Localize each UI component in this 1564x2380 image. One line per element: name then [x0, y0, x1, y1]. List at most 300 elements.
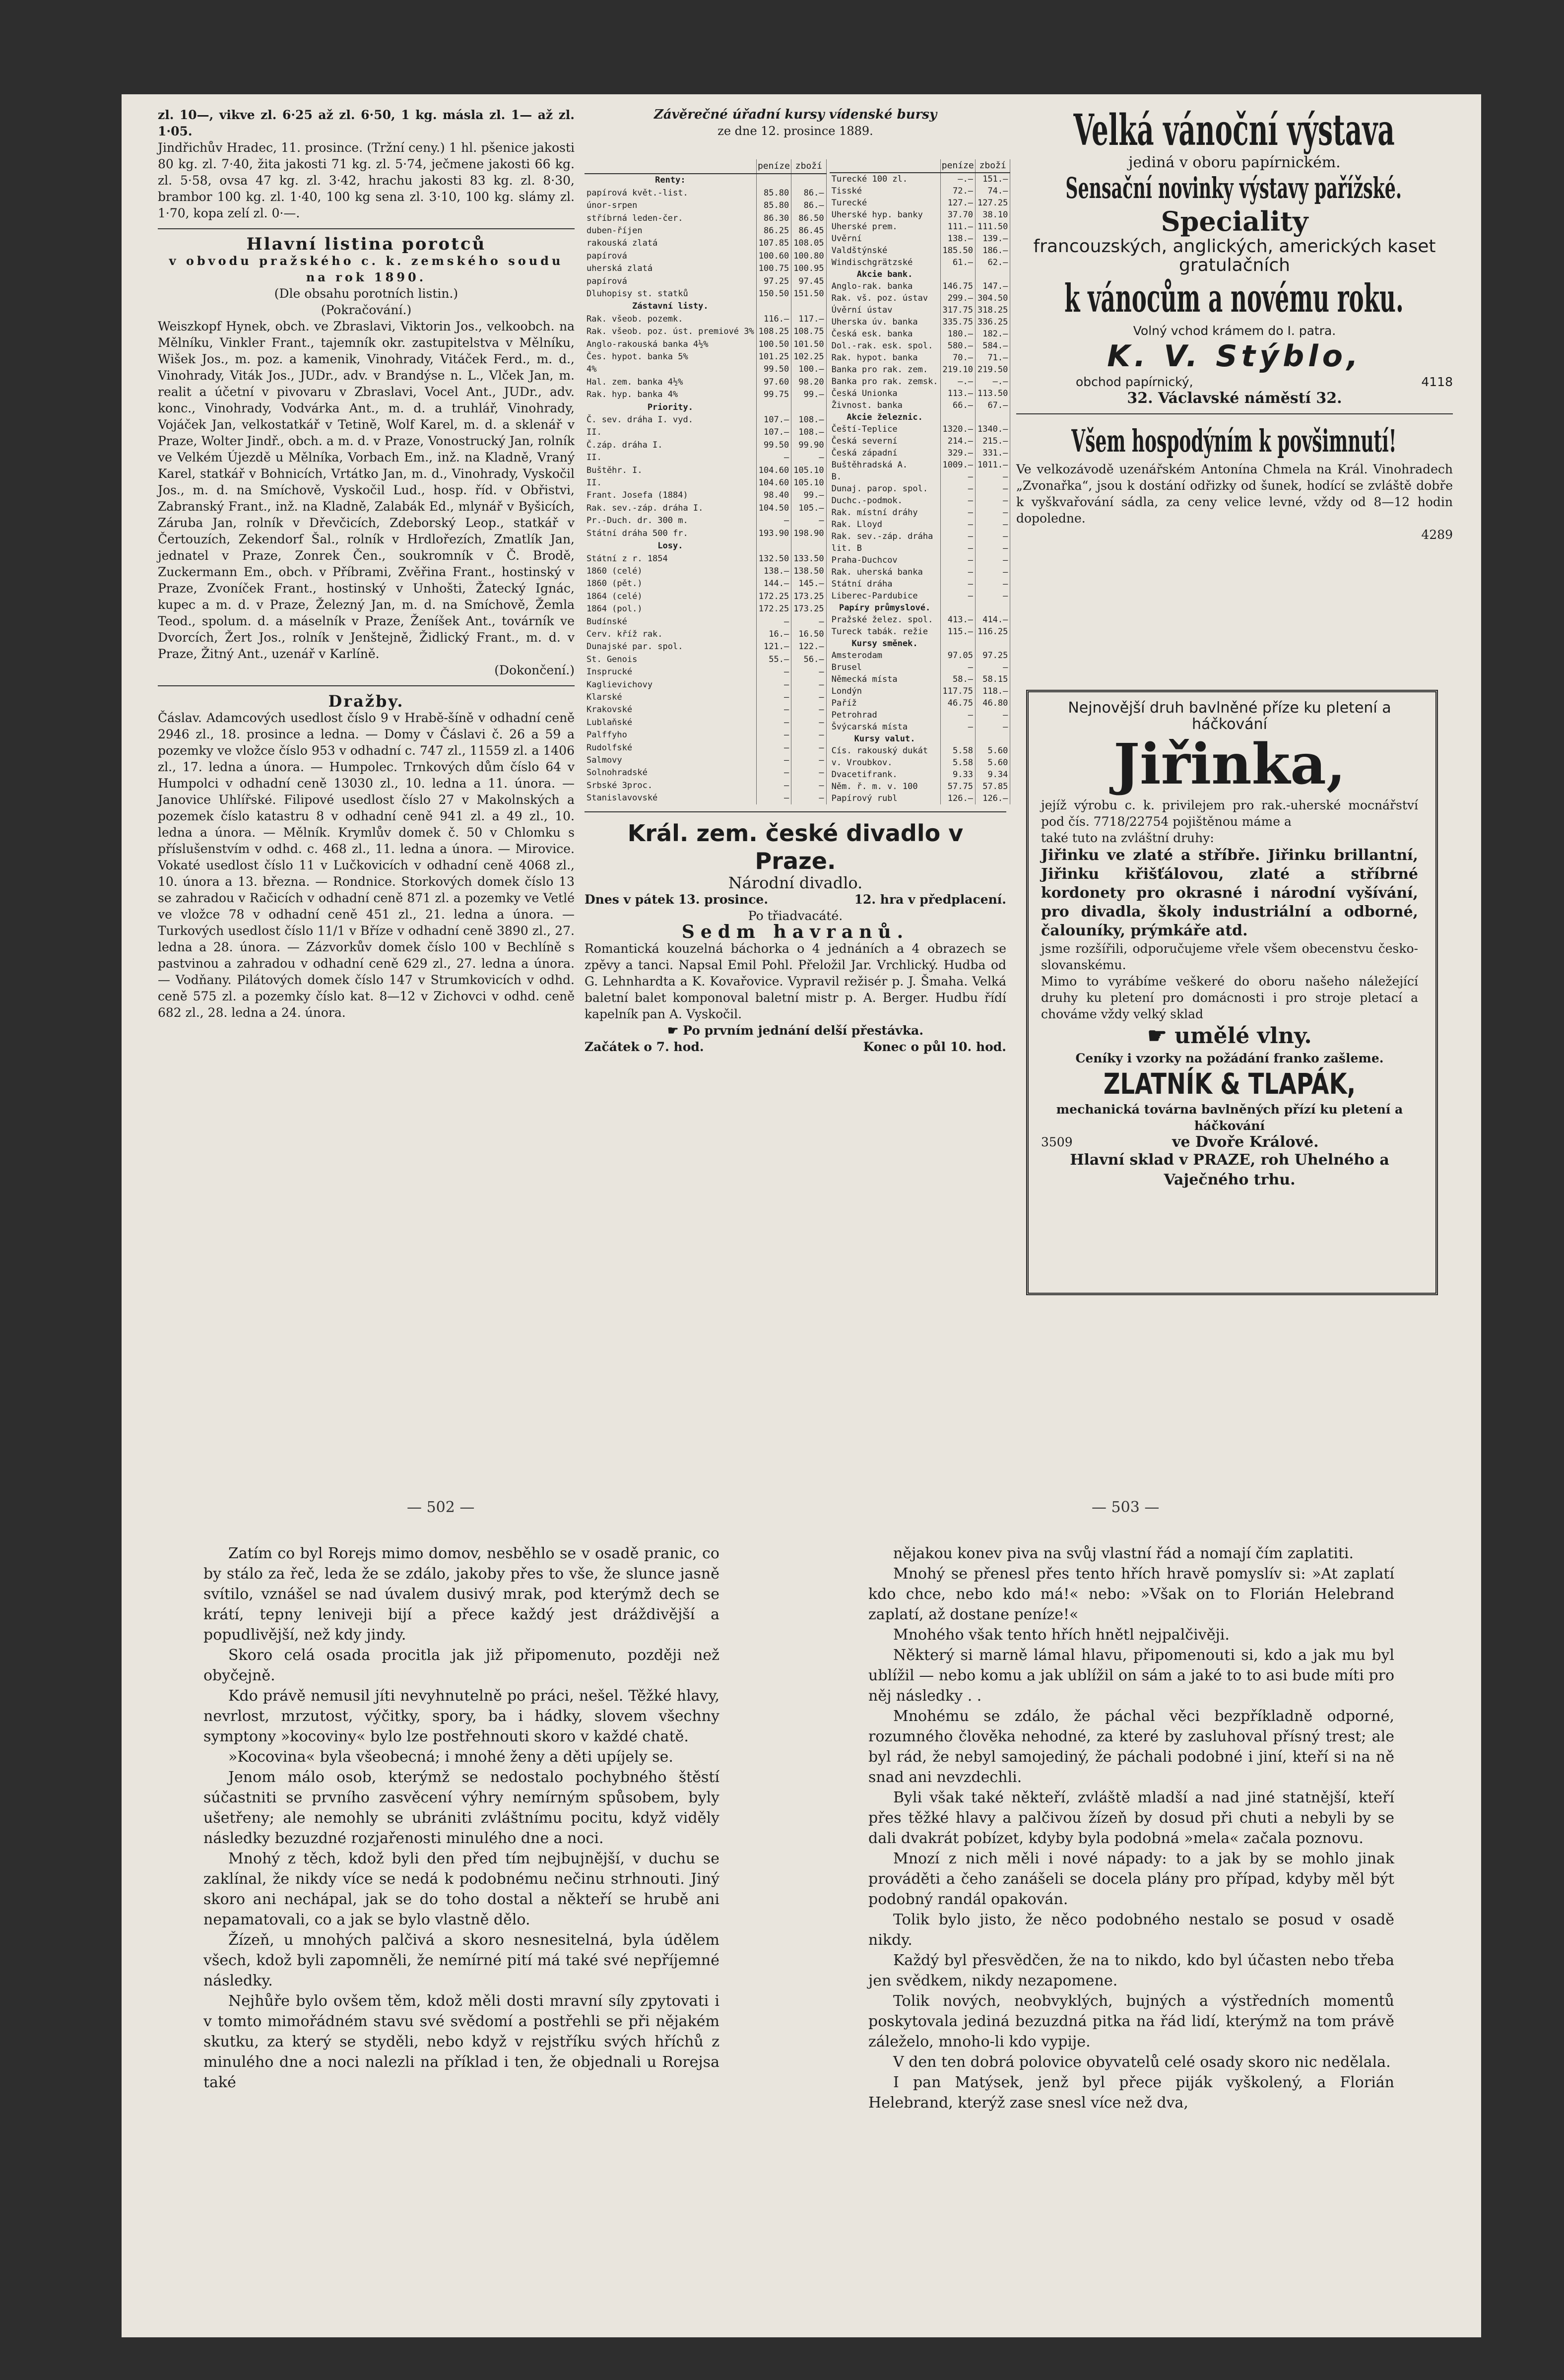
kurs-row — [830, 471, 1010, 483]
kurs-value: 138.— — [756, 565, 791, 577]
kurs-value: 146.75 — [940, 280, 975, 292]
kurs-row — [830, 673, 1010, 685]
kurs-value: 127.25 — [975, 197, 1010, 209]
kurs-value: —.— — [975, 376, 1010, 388]
kurs-value: — — [975, 530, 1010, 542]
kurs-value: 100.50 — [756, 338, 791, 350]
kurs-value: 70.— — [940, 352, 975, 364]
kurs-row — [830, 697, 1010, 709]
kurs-row — [585, 628, 826, 640]
yarn-place: ve Dvoře Králové. — [1172, 1133, 1319, 1151]
kurs-name: Paříž — [830, 697, 940, 709]
kurs-value — [940, 638, 975, 650]
kurs-value: 133.50 — [791, 552, 826, 565]
kurs-value: 219.10 — [940, 364, 975, 376]
kurs-value: 57.75 — [940, 781, 975, 793]
kurs-value: — — [975, 590, 1010, 602]
housewives-number: 4289 — [1421, 528, 1453, 542]
kurs-row — [585, 326, 826, 338]
kurs-value: — — [940, 495, 975, 507]
kurs-name: Akcie železnic. — [830, 411, 940, 423]
kurs-name: Srbské 3proc. — [585, 779, 756, 792]
kurs-value: — — [940, 554, 975, 566]
kurs-name: v. Vroubkov. — [830, 757, 940, 769]
kurs-value: 108.05 — [791, 237, 826, 250]
kurs-row — [830, 757, 1010, 769]
kurs-value: 215.— — [975, 435, 1010, 447]
kurs-row — [585, 237, 826, 250]
kurs-value: 100.60 — [756, 250, 791, 262]
kurs-row — [830, 590, 1010, 602]
kurs-name: St. Genois — [585, 653, 756, 665]
kurs-row — [830, 793, 1010, 804]
kurs-value: 104.60 — [756, 476, 791, 489]
kurs-row — [585, 363, 826, 376]
novel-paragraph: Mnohého však tento hřích hnětl nejpalčivěji. — [893, 1626, 1230, 1644]
kurs-row — [830, 435, 1010, 447]
novel-paragraph: Zatím co byl Rorejs mimo domov, nesběhlo se v osadě pranic, co by stálo za řeč, leda že se zdálo, jakoby přes to vše, že slunce jasně svítilo, vznášel se nad úvalem dusivý mrak, pod kterýmž dech se krátí, tepny leniveji bijí a přece každý jest dráždivější a popudlivější, než kdy jindy. — [203, 1545, 719, 1644]
kurs-name: Živnost. banka — [830, 399, 940, 411]
kurs-value — [756, 401, 791, 413]
kurs-name: Čes. hypot. banka 5% — [585, 350, 756, 363]
kurs-row — [830, 316, 1010, 328]
kurs-row — [585, 250, 826, 262]
kurs-row — [830, 530, 1010, 542]
yarn-number: 3509 — [1041, 1135, 1073, 1149]
kurs-value: 126.— — [975, 793, 1010, 804]
yarn-types: Jiřinku ve zlaté a stříbře. Jiřinku brillantní, Jiřinku křišťálovou, zlaté a stříbrné kordonety pro okrasné i národní vyšívání, pro divadla, školy industriální a odborné, čalouníky, prýmkáře atd. — [1041, 847, 1418, 939]
kurs-value: 584.— — [975, 340, 1010, 352]
kurs-row — [585, 691, 826, 703]
kurs-value: 58.— — [940, 673, 975, 685]
kurs-value: — — [940, 590, 975, 602]
kurs-value: — — [940, 530, 975, 542]
kurs-name: papírová květ.-list. — [585, 187, 756, 199]
kurs-value: 100.— — [791, 363, 826, 376]
yarn-name: Jiřinka, — [1113, 732, 1346, 797]
kurs-value: 1340.— — [975, 423, 1010, 435]
kurs-row — [830, 614, 1010, 626]
kurs-value: 1320.— — [940, 423, 975, 435]
kurs-value: — — [756, 792, 791, 804]
kurs-value: 117.75 — [940, 685, 975, 697]
kurs-value: —.— — [940, 376, 975, 388]
kurs-name: Solnohradské — [585, 767, 756, 779]
col-header: peníze — [756, 159, 791, 174]
kurs-name: II. — [585, 476, 756, 489]
kurs-value: 100.80 — [791, 250, 826, 262]
novel-paragraph: Skoro celá osada procitla jak již připomenuto, později než obyčejně. — [203, 1647, 719, 1684]
kurs-row — [585, 313, 826, 325]
kurs-value: 98.20 — [791, 376, 826, 388]
kurs-row — [585, 174, 826, 187]
kurs-row — [585, 350, 826, 363]
yarn-wool-text: umělé vlny. — [1174, 1023, 1312, 1049]
theatre-date: Dnes v pátek 13. prosince. — [585, 892, 769, 907]
novel-paragraph: Kdo právě nemusil jíti nevyhnutelně po práci, nešel. Těžké hlavy, nevrlost, mrzutost, výčitky, spory, ba i hádky, slovem všechny symptony »kocoviny« bylo lze postřehnouti skoro v každé chatě. — [203, 1687, 719, 1745]
kurs-value: — — [975, 709, 1010, 721]
kurs-value — [940, 733, 975, 745]
kurs-name: Něm. ř. m. v. 100 — [830, 781, 940, 793]
kurs-value: 121.— — [756, 641, 791, 653]
kurs-value: — — [756, 754, 791, 766]
theatre-subtitle: Národní divadlo. — [728, 873, 863, 892]
kurs-table-right — [830, 159, 1011, 804]
kurs-name: Salmovy — [585, 754, 756, 766]
kurs-row — [830, 268, 1010, 280]
kurs-row — [585, 287, 826, 300]
market-report-1: zl. 10—, vikve zl. 6·25 až zl. 6·50, 1 kg. másla zl. 1— až zl. 1·05. — [158, 108, 575, 138]
kurs-row — [830, 197, 1010, 209]
kurs-value: — — [791, 754, 826, 766]
kurs-value: 99.— — [791, 489, 826, 502]
kurs-row — [585, 401, 826, 413]
kurs-name: Lublaňské — [585, 716, 756, 728]
novel-paragraph: I pan Matýsek, jenž byl přece piják vyškolený, a Florián Helebrand, kterýž zase snesl více než dva, — [868, 2074, 1394, 2112]
theatre-times — [585, 1039, 1006, 1055]
kurs-name: Petrohrad — [830, 709, 940, 721]
kurs-value: 97.60 — [756, 376, 791, 388]
kurs-name: II. — [585, 452, 756, 464]
kurs-name: uherská zlatá — [585, 262, 756, 274]
kurs-name: Kursy směnek. — [830, 638, 940, 650]
kurs-row — [585, 729, 826, 741]
divider — [585, 811, 1006, 812]
kurs-value: — — [791, 704, 826, 716]
specialty-desc: francouzských, anglických, amerických kaset gratulačních — [1033, 236, 1436, 275]
kurs-row — [585, 704, 826, 716]
kurs-row — [830, 411, 1010, 423]
kurs-name: Rak. sev.-záp. dráha — [830, 530, 940, 542]
kurs-value: 113.— — [940, 388, 975, 399]
kurs-value: 1011.— — [975, 459, 1010, 471]
kurs-row — [830, 661, 1010, 673]
kurs-row — [830, 173, 1010, 185]
kurs-row — [830, 352, 1010, 364]
kurs-value: — — [791, 792, 826, 804]
kurs-name: Stanislavovské — [585, 792, 756, 804]
kurs-row — [585, 212, 826, 224]
kurs-value: — — [756, 741, 791, 754]
kurs-value: — — [756, 704, 791, 716]
kurs-value: 150.50 — [756, 287, 791, 300]
kurs-value: 85.80 — [756, 199, 791, 211]
kurs-value: 37.70 — [940, 209, 975, 221]
kurs-name: Česká severní — [830, 435, 940, 447]
kurs-value: 5.58 — [940, 757, 975, 769]
novel-paragraph: Mnohý se přenesl přes tento hřích hravě pomyslív si: »At zaplatí kdo chce, nebo kdo má!« nebo: »Však on to Florián Helebrand zaplatí, až dostane peníze!« — [868, 1565, 1394, 1623]
kurs-name: Palffyho — [585, 729, 756, 741]
kurs-name: Uherské prem. — [830, 221, 940, 233]
kurs-row — [585, 615, 826, 628]
kurs-value: 99.75 — [756, 389, 791, 401]
kurs-value: — — [756, 515, 791, 527]
kurs-value: 67.— — [975, 399, 1010, 411]
kurs-value: 132.50 — [756, 552, 791, 565]
kurs-name: Čeští-Teplice — [830, 423, 940, 435]
kurs-name: lit. B — [830, 542, 940, 554]
kurs-value: 317.75 — [940, 304, 975, 316]
kurs-row — [585, 539, 826, 552]
kurs-row — [830, 709, 1010, 721]
kurs-value: 71.— — [975, 352, 1010, 364]
kurs-value: 5.60 — [975, 757, 1010, 769]
kurs-row — [585, 779, 826, 792]
kurs-name: Insprucké — [585, 665, 756, 678]
kurs-row — [830, 554, 1010, 566]
kurs-row — [830, 257, 1010, 268]
kurs-row — [830, 292, 1010, 304]
kurs-row — [585, 602, 826, 615]
kurs-value: 111.— — [940, 221, 975, 233]
novel-paragraph: Mnozí z nich měli i nové nápady: to a jak by se mohlo jinak prováděti a čeho zanášeli se docela plány pro případ, kdyby měl být podobný randál opakován. — [868, 1850, 1394, 1908]
kurs-value: 1009.— — [940, 459, 975, 471]
kurs-name: Česká západní — [830, 447, 940, 459]
kurs-name: 1864 (celé) — [585, 590, 756, 602]
kurs-value: 107.— — [756, 413, 791, 426]
kurs-value: 126.— — [940, 793, 975, 804]
kurs-value: 97.45 — [791, 275, 826, 287]
kurs-value: — — [975, 471, 1010, 483]
kurs-value: — — [791, 452, 826, 464]
kurs-value: 117.— — [791, 313, 826, 325]
kurs-row — [830, 650, 1010, 661]
kurs-value: 99.90 — [791, 439, 826, 451]
kurs-row — [585, 439, 826, 451]
kurs-value: — — [975, 661, 1010, 673]
kurs-value: — — [975, 566, 1010, 578]
kurs-row — [585, 187, 826, 199]
right-column — [1016, 107, 1453, 543]
kurs-row — [585, 767, 826, 779]
kurs-row — [585, 376, 826, 388]
kurs-name: Duchc.-podmok. — [830, 495, 940, 507]
kurs-table-left — [585, 159, 827, 804]
kurs-value — [975, 733, 1010, 745]
theatre-end: Konec o půl 10. hod. — [863, 1040, 1006, 1054]
kurs-row — [585, 641, 826, 653]
kurs-value: 172.25 — [756, 590, 791, 602]
firm-type: obchod papírnický, — [1076, 375, 1193, 389]
kurs-name: Č. sev. dráha I. vyd. — [585, 413, 756, 426]
yarn-text-4: Mimo to vyrábíme veškeré do oboru našeho náležející druhy ku pletení pro domácnosti i pro stroje pletací a chováme vždy velký sklad — [1041, 974, 1418, 1021]
kurs-value: 108.75 — [791, 326, 826, 338]
kurs-value: 56.— — [791, 653, 826, 665]
kurs-row — [585, 426, 826, 439]
kurs-name: Zástavní listy. — [585, 300, 756, 313]
specialty-title: Speciality — [1161, 205, 1308, 237]
kurs-row — [585, 741, 826, 754]
kurs-value — [975, 638, 1010, 650]
kurs-value: 100.75 — [756, 262, 791, 274]
kurs-row — [830, 781, 1010, 793]
jury-continued: (Pokračování.) — [321, 303, 412, 317]
kurs-value: — — [940, 578, 975, 590]
kurs-value: 318.25 — [975, 304, 1010, 316]
kurs-name: únor-srpen — [585, 199, 756, 211]
kurs-name: Rudolfské — [585, 741, 756, 754]
yarn-pricelist: Ceníky i vzorky na požádání franko zašleme. — [1075, 1051, 1384, 1065]
kurs-value: 182.— — [975, 328, 1010, 340]
kurs-value: 16.50 — [791, 628, 826, 640]
kurs-value: — — [975, 507, 1010, 519]
kurs-name: Londýn — [830, 685, 940, 697]
kurs-row — [830, 340, 1010, 352]
kurs-row — [585, 552, 826, 565]
kurs-row — [830, 233, 1010, 245]
kurs-value: — — [940, 542, 975, 554]
kurs-row — [585, 590, 826, 602]
kurs-value: 97.05 — [940, 650, 975, 661]
kurs-value: 61.— — [940, 257, 975, 268]
kurs-value: —.— — [940, 173, 975, 185]
kurs-row — [585, 224, 826, 237]
novel-paragraph: Každý byl přesvědčen, že na to nikdo, kdo byl účasten nebo třeba jen svědkem, nikdy nezapomene. — [868, 1952, 1394, 1989]
novel-paragraph: Jenom málo osob, kterýmž se nedostalo pochybného štěstí súčastniti se prvního zasvěcení výhry nemírným spůsobem, byly ušetřeny; ale nemohly se ubrániti zvláštnímu pocitu, když viděly následky bezuzdné rozjařenosti minulého dne a noci. — [203, 1769, 719, 1847]
kurs-value: 108.— — [791, 413, 826, 426]
kurs-value — [791, 539, 826, 552]
kurs-value: — — [756, 716, 791, 728]
kurs-row — [830, 542, 1010, 554]
kurs-name: Rak. hypot. banka — [830, 352, 940, 364]
kurs-value: — — [756, 665, 791, 678]
kurs-name: rakouská zlatá — [585, 237, 756, 250]
kurs-row — [830, 221, 1010, 233]
kurs-name: Krakovské — [585, 704, 756, 716]
page-number-right: — 503 — — [1092, 1499, 1160, 1516]
kurs-value: 304.50 — [975, 292, 1010, 304]
kurs-value: — — [791, 779, 826, 792]
kurs-value: 105.10 — [791, 464, 826, 476]
kurs-value: 144.— — [756, 578, 791, 590]
kurs-value: 138.50 — [791, 565, 826, 577]
kurs-value: 16.— — [756, 628, 791, 640]
kurs-value: — — [756, 729, 791, 741]
kurs-value: 108.— — [791, 426, 826, 439]
kurs-value: 86.25 — [756, 224, 791, 237]
kurs-value: — — [975, 578, 1010, 590]
auction-title: Dražby. — [328, 692, 404, 711]
left-column — [158, 107, 575, 1021]
kurs-row — [830, 578, 1010, 590]
col-header: peníze — [940, 159, 975, 173]
kurs-row — [830, 638, 1010, 650]
kurs-row — [830, 507, 1010, 519]
kurs-value: — — [791, 729, 826, 741]
kurs-value: 104.60 — [756, 464, 791, 476]
divider — [158, 228, 575, 229]
kurs-value: 115.— — [940, 626, 975, 638]
kurs-value: — — [756, 452, 791, 464]
kurs-row — [830, 769, 1010, 781]
kurs-value: 9.33 — [940, 769, 975, 781]
kurs-row — [585, 502, 826, 514]
kurs-name: Tisské — [830, 185, 940, 197]
col-header: zboží — [975, 159, 1010, 173]
kurs-name: Turecké — [830, 197, 940, 209]
kurs-value: 97.25 — [975, 650, 1010, 661]
kurs-value: — — [975, 542, 1010, 554]
kurs-row — [830, 519, 1010, 530]
kurs-name: Pr.-Duch. dr. 300 m. — [585, 515, 756, 527]
kurs-value: 55.— — [756, 653, 791, 665]
kurs-name: Rak. místní dráhy — [830, 507, 940, 519]
middle-column — [585, 107, 1006, 1055]
firm-address: 32. Václavské náměstí 32. — [1127, 390, 1342, 407]
kurs-value: 151.50 — [791, 287, 826, 300]
kurs-value: 414.— — [975, 614, 1010, 626]
kurs-value: — — [791, 665, 826, 678]
kurs-value: 57.85 — [975, 781, 1010, 793]
novel-paragraph: »Kocovina« byla všeobecná; i mnohé ženy a děti upíjely se. — [228, 1748, 673, 1766]
kurs-value — [975, 602, 1010, 614]
kurs-value: 127.— — [940, 197, 975, 209]
novel-text-left — [203, 1543, 719, 2093]
kurs-value: 85.80 — [756, 187, 791, 199]
kurs-name: Rak. Lloyd — [830, 519, 940, 530]
kurs-row — [585, 413, 826, 426]
divider — [158, 685, 575, 686]
kurs-value: 5.58 — [940, 745, 975, 757]
kurs-name: Česká esk. banka — [830, 328, 940, 340]
kurs-value: 74.— — [975, 185, 1010, 197]
kurs-value: 116.— — [756, 313, 791, 325]
kurs-value — [940, 268, 975, 280]
kurs-row — [585, 338, 826, 350]
kurs-name: Rak. vš. poz. ústav — [830, 292, 940, 304]
kurs-value: 101.50 — [791, 338, 826, 350]
novel-paragraph: V den ten dobrá polovice obyvatelů celé osady skoro nic nedělala. — [893, 2053, 1391, 2071]
kurs-value: — — [756, 779, 791, 792]
novel-paragraph: nějakou konev piva na svůj vlastní řád a nomají čím zaplatiti. — [893, 1545, 1354, 1562]
kurs-value — [791, 300, 826, 313]
kurs-value: 116.25 — [975, 626, 1010, 638]
kurs-value: 107.— — [756, 426, 791, 439]
kurs-value: — — [756, 691, 791, 703]
kurs-name: II. — [585, 426, 756, 439]
kurs-value: 58.15 — [975, 673, 1010, 685]
kurs-value: — — [940, 709, 975, 721]
kurs-value — [791, 174, 826, 187]
kurs-row — [585, 665, 826, 678]
kurs-name: Brusel — [830, 661, 940, 673]
kurs-value: 186.— — [975, 245, 1010, 257]
kurs-name: Uvěrní — [830, 233, 940, 245]
kurs-name: Turecké 100 zl. — [830, 173, 940, 185]
yarn-firm-sub: mechanická továrna bavlněných přízí ku pletení a háčkování — [1056, 1102, 1403, 1133]
kurs-value: 138.— — [940, 233, 975, 245]
kurs-row — [585, 262, 826, 274]
kurs-row — [585, 464, 826, 476]
divider — [1016, 413, 1453, 414]
kurs-row — [830, 745, 1010, 757]
kurs-value: — — [791, 515, 826, 527]
novel-paragraph: Mnohému se zdálo, že páchal věci bezpříkladně odporné, rozumného člověka nehodné, za které by zasluhoval přísný trest; ale byl rád, že nebyl samojediný, že páchali podobné i jiní, kteří si na ně snad ani nevzdechli. — [868, 1708, 1394, 1786]
kurs-value: — — [975, 519, 1010, 530]
kurs-row — [585, 300, 826, 313]
kurs-value: 122.— — [791, 641, 826, 653]
kurs-row — [830, 602, 1010, 614]
kurs-name: Pražské želez. spol. — [830, 614, 940, 626]
kurs-name: Valdštýnské — [830, 245, 940, 257]
kurs-value: — — [756, 615, 791, 628]
yarn-store: Hlavní sklad v PRAZE, roh Uhelného a Vaječného trhu. — [1070, 1151, 1389, 1189]
kurs-value: — — [791, 691, 826, 703]
col-header: zboží — [791, 159, 826, 174]
kurs-title: Závěrečné úřadní kursy vídenské bursy — [653, 107, 937, 122]
novel-paragraph: Tolik nových, neobvyklých, bujných a výstředních momentů poskytovala jediná bezuzdná pitka na řád lidí, kterýmž na tom právě záleželo, mnoho-li kdo vypije. — [868, 1992, 1394, 2050]
kurs-value: — — [940, 721, 975, 733]
